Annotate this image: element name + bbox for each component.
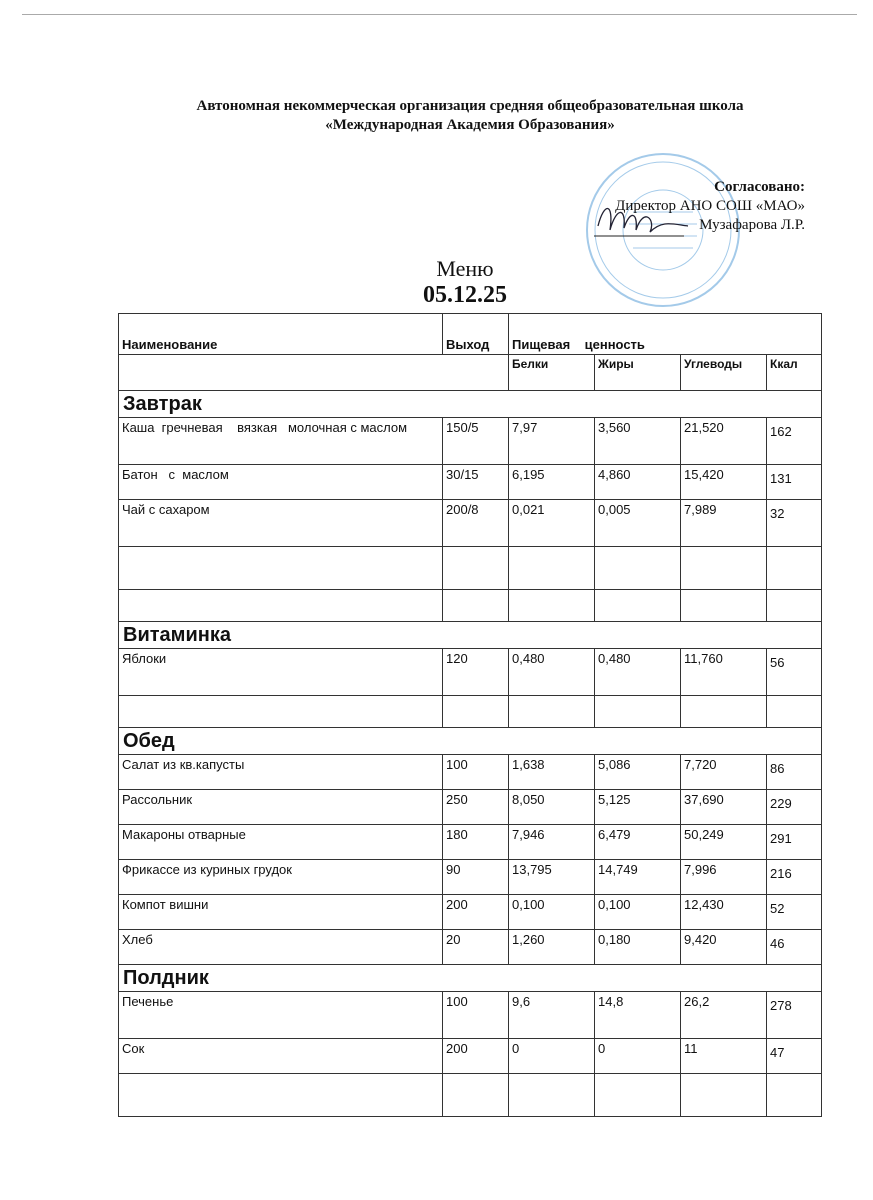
item-fat: 0,480	[595, 649, 681, 696]
item-carbs: 26,2	[681, 992, 767, 1039]
section-title-breakfast: Завтрак	[119, 391, 822, 418]
item-output: 200/8	[443, 500, 509, 547]
item-name: Компот вишни	[119, 895, 443, 930]
col-kcal-header: Ккал	[767, 355, 822, 391]
item-output: 90	[443, 860, 509, 895]
col-protein-header: Белки	[509, 355, 595, 391]
section-title-lunch: Обед	[119, 728, 822, 755]
table-header-row	[119, 314, 822, 355]
item-name: Салат из кв.капусты	[119, 755, 443, 790]
empty-row	[119, 1074, 822, 1117]
table-row	[119, 465, 822, 500]
table-row	[119, 1039, 822, 1074]
item-output: 20	[443, 930, 509, 965]
approval-name: Музафарова Л.Р.	[699, 217, 805, 233]
menu-date: 05.12.25	[423, 282, 507, 308]
item-carbs: 9,420	[681, 930, 767, 965]
approval-label: Согласовано:	[714, 179, 805, 195]
item-fat: 14,749	[595, 860, 681, 895]
item-carbs: 50,249	[681, 825, 767, 860]
item-protein: 0,100	[509, 895, 595, 930]
item-name: Макароны отварные	[119, 825, 443, 860]
item-name: Печенье	[119, 992, 443, 1039]
table-row	[119, 860, 822, 895]
item-carbs: 21,520	[681, 418, 767, 465]
section-row	[119, 622, 822, 649]
item-name: Чай с сахаром	[119, 500, 443, 547]
item-name: Хлеб	[119, 930, 443, 965]
item-kcal: 131	[767, 465, 822, 500]
item-output: 100	[443, 992, 509, 1039]
item-name: Яблоки	[119, 649, 443, 696]
table-row	[119, 992, 822, 1039]
item-name: Фрикассе из куриных грудок	[119, 860, 443, 895]
col-output-header: Выход	[443, 314, 509, 355]
item-kcal: 86	[767, 755, 822, 790]
item-carbs: 7,720	[681, 755, 767, 790]
item-kcal: 216	[767, 860, 822, 895]
item-output: 100	[443, 755, 509, 790]
empty-row	[119, 696, 822, 728]
item-protein: 0	[509, 1039, 595, 1074]
item-fat: 0,100	[595, 895, 681, 930]
item-name: Сок	[119, 1039, 443, 1074]
item-protein: 6,195	[509, 465, 595, 500]
item-carbs: 12,430	[681, 895, 767, 930]
col-name-header: Наименование	[119, 314, 443, 355]
table-row	[119, 418, 822, 465]
table-row	[119, 825, 822, 860]
item-protein: 0,021	[509, 500, 595, 547]
empty-row	[119, 547, 822, 590]
item-fat: 0,180	[595, 930, 681, 965]
item-kcal: 291	[767, 825, 822, 860]
item-name: Каша гречневая вязкая молочная с маслом	[119, 418, 443, 465]
table-row	[119, 649, 822, 696]
approval-position: Директор АНО СОШ «МАО»	[615, 198, 805, 214]
item-fat: 0,005	[595, 500, 681, 547]
approval-block	[615, 178, 805, 235]
item-output: 200	[443, 1039, 509, 1074]
item-protein: 1,260	[509, 930, 595, 965]
org-line-2: «Международная Академия Образования»	[325, 117, 615, 133]
item-fat: 14,8	[595, 992, 681, 1039]
item-kcal: 32	[767, 500, 822, 547]
item-name: Батон с маслом	[119, 465, 443, 500]
section-row	[119, 965, 822, 992]
item-kcal: 56	[767, 649, 822, 696]
item-carbs: 11	[681, 1039, 767, 1074]
item-output: 250	[443, 790, 509, 825]
item-carbs: 11,760	[681, 649, 767, 696]
section-row	[119, 391, 822, 418]
item-output: 30/15	[443, 465, 509, 500]
top-rule	[22, 14, 857, 15]
item-name: Рассольник	[119, 790, 443, 825]
item-fat: 5,125	[595, 790, 681, 825]
item-fat: 3,560	[595, 418, 681, 465]
col-nutrition-header: Пищевая ценность	[509, 314, 822, 355]
item-protein: 7,97	[509, 418, 595, 465]
item-protein: 1,638	[509, 755, 595, 790]
item-output: 180	[443, 825, 509, 860]
col-fat-header: Жиры	[595, 355, 681, 391]
section-title-snack: Полдник	[119, 965, 822, 992]
section-title-vitamin: Витаминка	[119, 622, 822, 649]
item-fat: 5,086	[595, 755, 681, 790]
table-row	[119, 755, 822, 790]
item-protein: 13,795	[509, 860, 595, 895]
item-carbs: 7,989	[681, 500, 767, 547]
col-carbs-header: Углеводы	[681, 355, 767, 391]
table-row	[119, 930, 822, 965]
item-output: 150/5	[443, 418, 509, 465]
item-fat: 4,860	[595, 465, 681, 500]
empty-row	[119, 590, 822, 622]
table-row	[119, 500, 822, 547]
item-protein: 9,6	[509, 992, 595, 1039]
menu-title: Меню	[436, 256, 494, 281]
item-kcal: 162	[767, 418, 822, 465]
table-row	[119, 895, 822, 930]
item-carbs: 37,690	[681, 790, 767, 825]
item-protein: 7,946	[509, 825, 595, 860]
table-subheader-row	[119, 355, 822, 391]
item-protein: 8,050	[509, 790, 595, 825]
section-row	[119, 728, 822, 755]
item-kcal: 46	[767, 930, 822, 965]
table-row	[119, 790, 822, 825]
item-kcal: 278	[767, 992, 822, 1039]
item-carbs: 15,420	[681, 465, 767, 500]
item-fat: 0	[595, 1039, 681, 1074]
org-line-1: Автономная некоммерческая организация средняя общеобразовательная школа	[196, 98, 744, 114]
item-output: 200	[443, 895, 509, 930]
organization-header	[0, 97, 873, 135]
item-fat: 6,479	[595, 825, 681, 860]
item-kcal: 52	[767, 895, 822, 930]
item-protein: 0,480	[509, 649, 595, 696]
item-output: 120	[443, 649, 509, 696]
item-carbs: 7,996	[681, 860, 767, 895]
item-kcal: 47	[767, 1039, 822, 1074]
menu-table	[118, 313, 822, 1117]
item-kcal: 229	[767, 790, 822, 825]
